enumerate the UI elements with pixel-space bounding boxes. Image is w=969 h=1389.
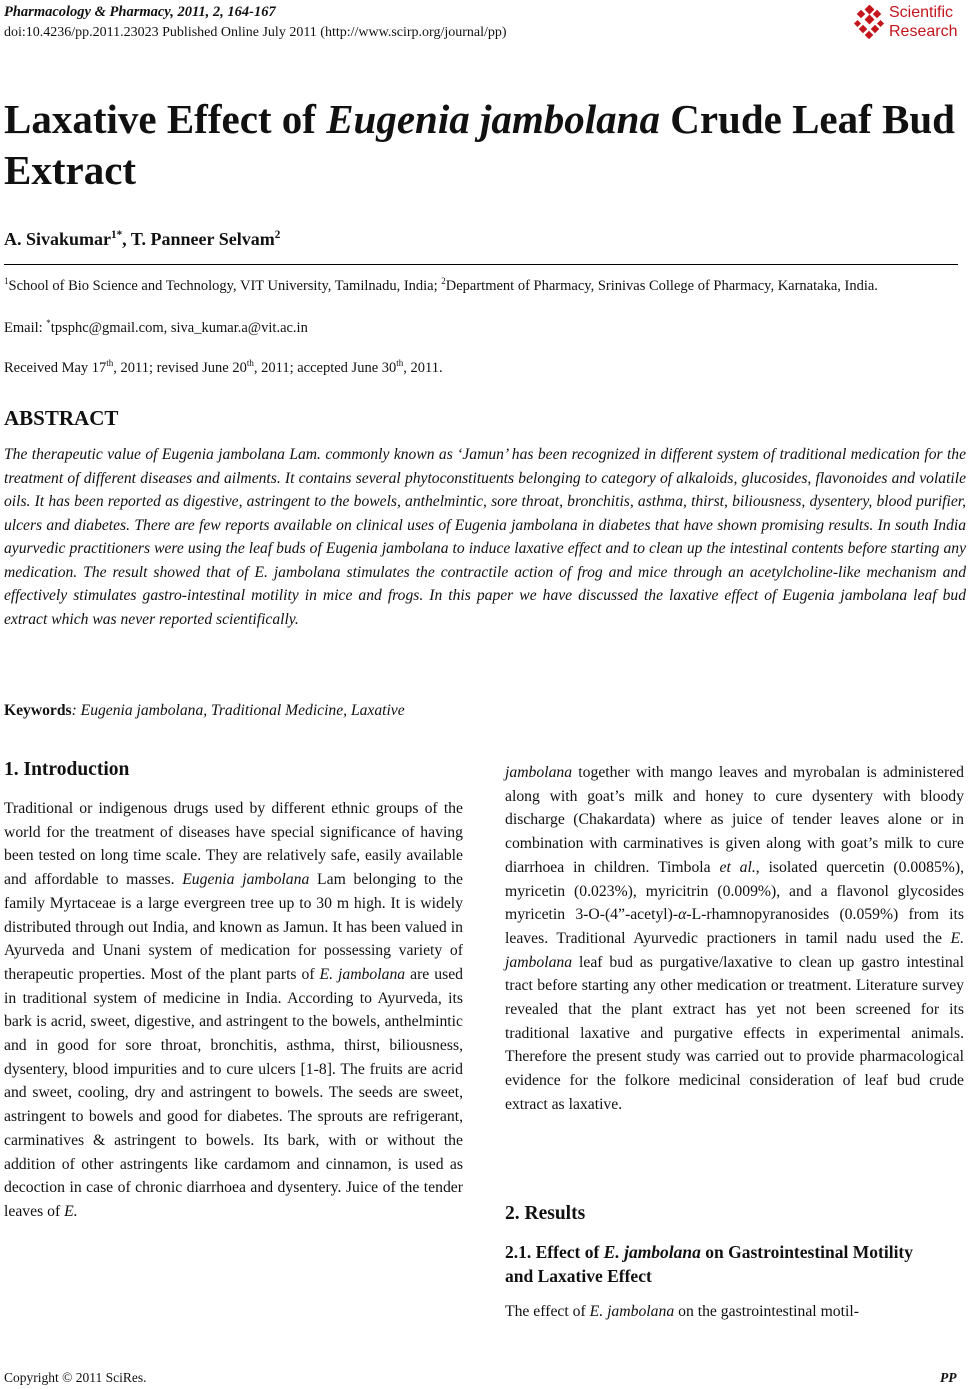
title-part3: Crude Leaf Bud Extract [4,96,955,193]
doi-line: doi:10.4236/pp.2011.23023 Published Online July 2011 (http://www.scirp.org/journal/pp) [4,25,507,40]
results-heading: 2. Results [505,1203,586,1224]
intro-etal: et al. [719,858,756,876]
affil-2-mark: 2 [441,276,446,287]
intro-species-2: E. jambolana [319,965,406,983]
publisher-name-line1: Scientific [889,4,954,21]
journal-abbreviation: PP [940,1370,957,1385]
author-list [4,229,280,250]
author-1-affil: 1* [111,229,123,241]
intro-text-6: -L-rhamnopyranosides (0.059%) from its leaves. Traditional Ayurvedic practioners in tamil nadu used the [505,906,964,947]
intro-species-3: E. [64,1202,78,1220]
received-dates [4,360,443,377]
journal-volume-pages: , 2011, 2, 164-167 [170,4,276,20]
journal-name: Pharmacology & Pharmacy [4,4,171,20]
author-2: T. Panneer Selvam [130,229,275,249]
publisher-name-line2: Research [889,23,958,40]
author-2-affil: 2 [274,229,281,241]
scientific-research-logo-icon [852,5,886,39]
results-text-2: on the gastrointestinal motil- [674,1303,859,1320]
results-body [505,1300,964,1324]
intro-text-1: Traditional or indigenous drugs used by different ethnic groups of the world for the treatment of diseases have special significance of having been tested on long time scale. They are relatively safe, easily available and affordable to masses. [4,800,463,889]
author-1: A. Sivakumar [4,229,112,249]
intro-text-4: together with mango leaves and myrobalan is administered along with goat’s milk and honey to cure dysentery with bloody discharge (Chakardata) where as juice of tender leaves alone or in combination with carminatives is given along with goat’s milk to cure diarrhoea in children. Timbola [505,764,964,876]
journal-citation [4,4,276,21]
affil-1-text: School of Bio Science and Technology, VIT University, Tamilnadu, India; [8,278,442,294]
received-text-1: Received May 17 [4,360,107,376]
intro-text-3: are used in traditional system of medicine in India. According to Ayurveda, its bark is acrid, sweet, digestive, and astringent to the bowels, anthelmintic and in good for sore throat, bronchitis, asthma, thirst, biliousness, dysentery, blood impurities and to cure ulcers [1-8]. The fruits are acrid and sweet, cooling, dry and astringent to bowels. The seeds are sweet, astringent to bowels and good for diabetes. The sprouts are refrigerant, carminatives & astringent to bowels. Its bark, with or without the addition of other astringents like cardamom and cinnamon, is used as decoction in case of chronic diarrhoea and dysentery. Juice of the tender leaves of [4,965,463,1220]
email-label: Email: [4,320,47,336]
received-sup-2: th [246,358,254,369]
keywords-list: Eugenia jambolana, Traditional Medicine, Laxative [80,702,405,719]
introduction-body-left [4,797,463,1224]
intro-species-4: jambolana [505,764,573,781]
introduction-heading: 1. Introduction [4,759,130,780]
received-sup-1: th [106,358,114,369]
paper-title [4,94,964,196]
affiliations [4,277,968,295]
results-subheading [505,1240,945,1288]
email-addresses: tpsphc@gmail.com, siva_kumar.a@vit.ac.in [50,320,308,336]
author-separator: , [122,229,131,249]
intro-species-1: Eugenia jambolana [182,871,310,889]
email-line [4,320,308,337]
keywords-label: Keywords [4,702,72,719]
publisher-logo [852,3,968,43]
keywords-line [4,702,405,720]
results-text-1: The effect of [505,1303,590,1320]
title-species: Eugenia jambolana [326,96,660,142]
introduction-body-right [505,761,964,1117]
subheading-text-2: on Gastrointestinal Motility and Laxative Effect [505,1242,914,1286]
intro-species-5: E. jambolana [505,929,964,971]
received-sup-3: th [396,358,404,369]
results-species: E. jambolana [589,1303,675,1320]
publisher-name [889,3,957,41]
affil-2-text: Department of Pharmacy, Srinivas College of Pharmacy, Karnataka, India. [445,278,878,294]
copyright-notice: Copyright © 2011 SciRes. [4,1370,147,1385]
affil-1-mark: 1 [4,276,9,287]
title-part1: Laxative Effect of [4,96,327,142]
received-text-2: , 2011; revised June 20 [113,360,247,376]
intro-text-5: , isolated quercetin (0.0085%), myricetin (0.023%), myricitrin (0.009%), and a flavonol glycosides myricetin 3-O-(4”-acetyl)- [505,858,965,924]
intro-text-7: leaf bud as purgative/laxative to clean up gastro intestinal tract before starting any other medication or treatment. Literature survey revealed that the plant extract has yet not been screened for its traditional laxative and purgative effects in experimental animals. Therefore the present study was carried out to provide pharmacological evidence for the folkore medicinal consideration of leaf bud crude extract as laxative. [505,953,964,1113]
keywords-colon: : [71,702,81,719]
email-star: * [46,318,51,329]
subheading-text-1: 2.1. Effect of [505,1242,604,1262]
received-text-4: , 2011. [403,360,443,376]
abstract-heading: ABSTRACT [4,406,119,430]
intro-alpha: α [678,906,687,924]
subheading-species: E. jambolana [603,1242,701,1262]
header-divider [4,264,958,265]
intro-text-2: Lam belonging to the family Myrtaceae is a large evergreen tree up to 30 m high. It is widely distributed through out India, and known as Jamun. It has been valued in Ayurveda and Unani system of medication for possessing variety of therapeutic properties. Most of the plant parts of [4,871,464,983]
abstract-text: The therapeutic value of Eugenia jambolana Lam. commonly known as ‘Jamun’ has been recognized in different system of traditional medication for the treatment of different diseases and ailments. It contains several phytoconstituents belonging to category of alkaloids, glucosides, flavonoides and volatile oils. It has been reported as digestive, astringent to the bowels, anthelmintic, sore throat, bronchitis, asthma, thirst, biliousness, dysentery, blood purifier, ulcers and diabetes. There are few reports available on clinical uses of Eugenia jambolana in diabetes that have shown promising results. In south India ayurvedic practitioners were using the leaf buds of Eugenia jambolana to induce laxative effect and to clean up the intestinal contents before starting any medication. The result showed that of E. jambolana stimulates the contractile action of frog and mice through an acetylcholine-like mechanism and effectively stimulates gastro-intestinal motility in mice and frogs. In this paper we have discussed the laxative effect of Eugenia jambolana leaf bud extract which was never reported scientifically. [4,446,966,628]
received-text-3: , 2011; accepted June 30 [253,360,397,376]
